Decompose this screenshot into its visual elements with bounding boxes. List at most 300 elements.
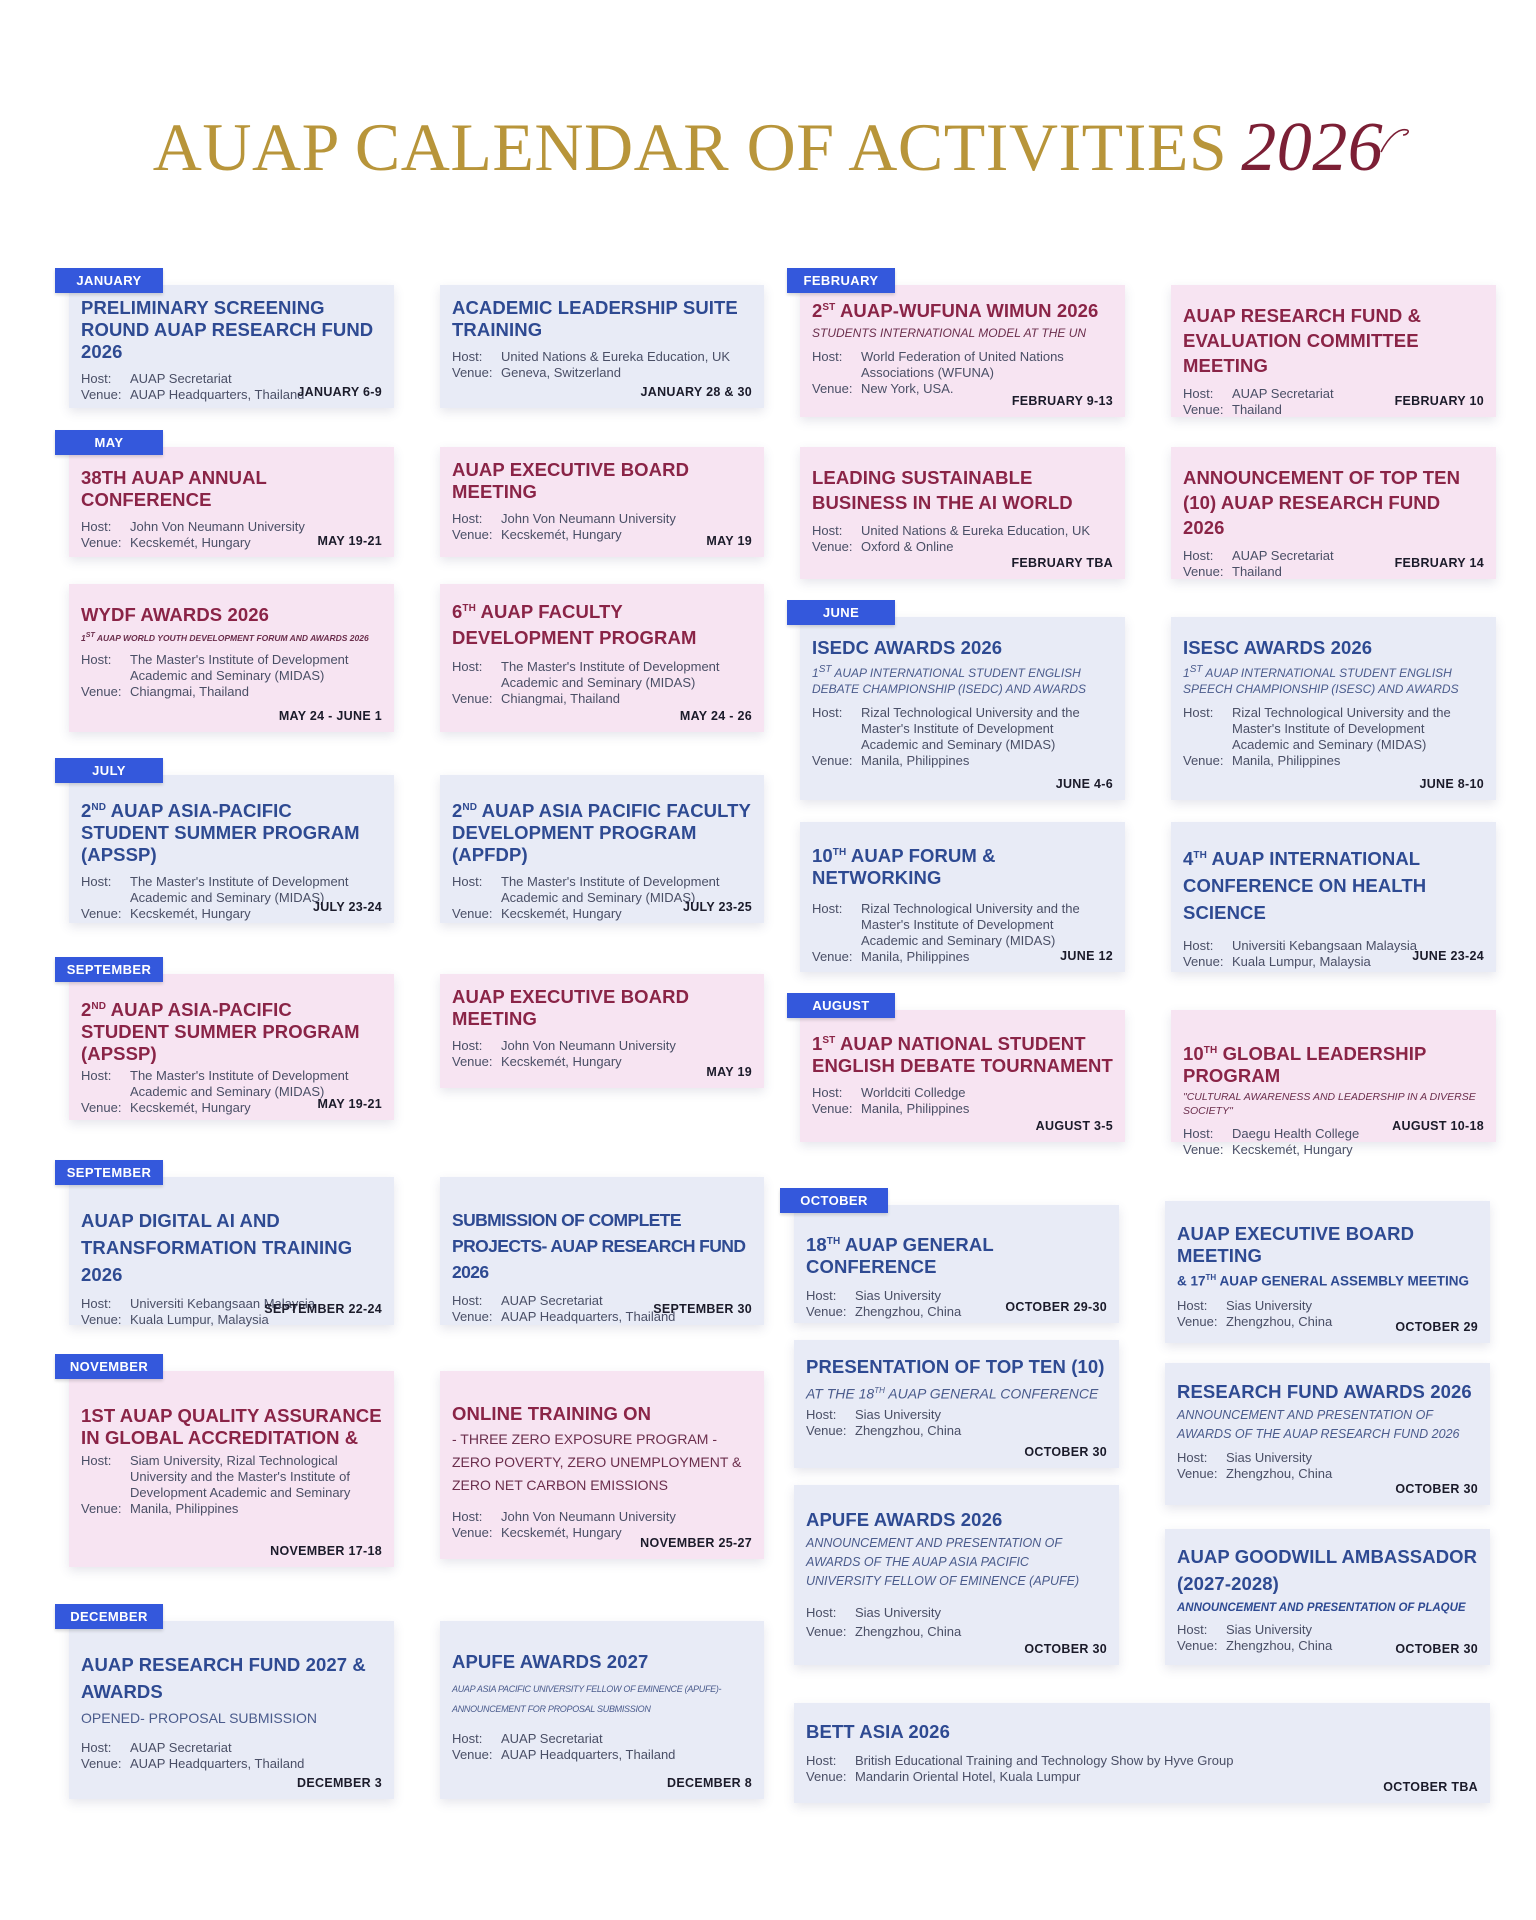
event-title-ordinal: 10	[1183, 1043, 1204, 1064]
venue-label: Venue:	[81, 1312, 122, 1327]
event-title-text: AUAP ASIA-PACIFIC STUDENT SUMMER PROGRAM (APSSP)	[81, 800, 360, 865]
event-info	[812, 349, 1113, 397]
event-title-ordinal: 2	[812, 300, 823, 321]
event-subtitle-text: AUAP INTERNATIONAL STUDENT ENGLISH SPEECH CHAMPIONSHIP (ISESC) AND AWARDS	[1183, 666, 1459, 696]
event-date: JUNE 8-10	[1419, 777, 1484, 791]
event-subtitle: ANNOUNCEMENT AND PRESENTATION OF AWARDS OF THE AUAP RESEARCH FUND 2026	[1177, 1408, 1460, 1441]
event-venue: Geneva, Switzerland	[501, 365, 621, 380]
host-label: Host:	[812, 349, 843, 364]
venue-label: Venue:	[452, 1309, 493, 1324]
event-title-text: GLOBAL LEADERSHIP PROGRAM	[1183, 1043, 1427, 1086]
event-host: John Von Neumann University	[130, 519, 305, 534]
event-date: MAY 24 - JUNE 1	[278, 709, 382, 723]
event-subtitle-ordinal: 1	[81, 632, 86, 643]
venue-label: Venue:	[452, 1054, 493, 1069]
event-title	[81, 797, 382, 866]
venue-label: Venue:	[812, 949, 853, 964]
event-venue: AUAP Headquarters, Thailand	[501, 1747, 676, 1762]
event-host: AUAP Secretariat	[130, 1740, 232, 1755]
event-date: MAY 24 - 26	[679, 709, 752, 723]
event-info	[452, 1731, 752, 1763]
host-label: Host:	[452, 349, 483, 364]
venue-label: Venue:	[1183, 402, 1224, 417]
event-card-nov-1[interactable]	[69, 1371, 394, 1567]
event-subtitle-suffix: TH	[1205, 1273, 1217, 1282]
venue-label: Venue:	[81, 387, 122, 402]
event-info	[81, 652, 382, 700]
month-tag-february: FEBRUARY	[787, 268, 895, 293]
event-venue: Manila, Philippines	[861, 949, 970, 964]
event-subtitle	[1177, 1270, 1478, 1290]
host-label: Host:	[452, 1038, 483, 1053]
event-card-sep-2[interactable]	[440, 974, 764, 1088]
event-title	[452, 596, 752, 651]
host-label: Host:	[81, 874, 112, 889]
month-tag-january: JANUARY	[55, 268, 163, 293]
venue-label: Venue:	[806, 1422, 847, 1438]
event-title-text: AUAP ASIA PACIFIC FACULTY DEVELOPMENT PROGRAM (APFDP)	[452, 800, 751, 865]
event-title: APUFE AWARDS 2026	[806, 1509, 1003, 1530]
event-date: MAY 19-21	[317, 1097, 382, 1111]
event-title	[812, 1030, 1113, 1077]
venue-label: Venue:	[452, 527, 493, 542]
event-info	[806, 1407, 1107, 1439]
event-date: DECEMBER 3	[297, 1776, 382, 1790]
event-info	[452, 659, 752, 707]
event-venue: Zhengzhou, China	[1226, 1466, 1333, 1481]
host-label: Host:	[81, 1453, 112, 1468]
event-card-aug-1[interactable]	[800, 1010, 1125, 1142]
event-date: JUNE 12	[1060, 949, 1113, 963]
event-venue: Zhengzhou, China	[1226, 1638, 1333, 1653]
event-venue: New York, USA.	[861, 381, 954, 396]
event-host: Worldciti Colledge	[861, 1085, 966, 1100]
host-label: Host:	[81, 371, 112, 386]
event-title-ordinal: 2	[81, 999, 92, 1020]
event-card-feb-4[interactable]	[1171, 447, 1496, 579]
event-card-oct-6[interactable]	[1165, 1529, 1490, 1665]
event-card-may-3[interactable]	[69, 584, 394, 732]
event-date: JULY 23-24	[312, 900, 382, 914]
event-venue: Thailand	[1232, 564, 1282, 579]
venue-label: Venue:	[81, 683, 122, 699]
venue-label: Venue:	[1177, 1466, 1218, 1481]
event-venue: Manila, Philippines	[861, 1101, 970, 1116]
event-subtitle-suffix: ST	[1189, 664, 1203, 675]
venue-label: Venue:	[452, 1747, 493, 1762]
event-venue: Zhengzhou, China	[855, 1422, 962, 1438]
month-tag-september: SEPTEMBER	[55, 957, 163, 982]
event-subtitle-ordinal: 1	[1183, 666, 1190, 680]
event-title-suffix: ST	[822, 1035, 836, 1046]
event-title: RESEARCH FUND AWARDS 2026	[1177, 1381, 1472, 1402]
event-card-jul-2[interactable]	[440, 775, 764, 923]
event-date: FEBRUARY TBA	[1011, 556, 1113, 570]
event-host: Sias University	[1226, 1622, 1312, 1637]
event-info	[806, 1753, 1478, 1785]
event-host: Universiti Kebangsaan Malaysia	[130, 1296, 315, 1311]
month-tag-may: MAY	[55, 430, 163, 455]
host-label: Host:	[812, 705, 843, 720]
event-venue: AUAP Headquarters, Thailand	[501, 1309, 676, 1324]
event-subtitle: "CULTURAL AWARENESS AND LEADERSHIP IN A DIVERSE SOCIETY"	[1183, 1091, 1476, 1117]
event-title-ordinal: 1	[812, 1033, 823, 1054]
venue-label: Venue:	[452, 691, 493, 706]
event-card-jun-2[interactable]	[1171, 617, 1496, 800]
event-title: AUAP GOODWILL AMBASSADOR (2027-2028)	[1177, 1546, 1478, 1594]
venue-label: Venue:	[452, 906, 493, 921]
event-host: AUAP Secretariat	[1232, 548, 1334, 563]
host-label: Host:	[452, 1731, 483, 1746]
event-info	[81, 874, 382, 922]
page-title-year: 2026	[1241, 109, 1384, 186]
event-card-sep-3[interactable]	[69, 1177, 394, 1325]
event-info	[812, 1085, 1113, 1117]
event-title-ordinal: 4	[1183, 848, 1194, 869]
host-label: Host:	[1177, 1297, 1208, 1313]
event-title	[812, 297, 1113, 322]
event-host: Rizal Technological University and the Master's Institute of Development Academic and Seminary (MIDAS)	[1232, 705, 1451, 752]
event-info	[452, 874, 752, 922]
event-venue: Kecskemét, Hungary	[130, 906, 251, 921]
event-host: The Master's Institute of Development Academic and Seminary (MIDAS)	[130, 1068, 349, 1099]
venue-label: Venue:	[1183, 1142, 1224, 1157]
event-venue: AUAP Headquarters, Thailand	[130, 387, 305, 402]
event-venue: Kecskemét, Hungary	[501, 1054, 622, 1069]
event-subtitle: - THREE ZERO EXPOSURE PROGRAM - ZERO POVERTY, ZERO UNEMPLOYMENT & ZERO NET CARBON EMISSIONS	[452, 1431, 742, 1493]
host-label: Host:	[81, 1068, 112, 1083]
host-label: Host:	[806, 1605, 837, 1620]
event-subtitle-text: AUAP GENERAL ASSEMBLY MEETING	[1219, 1273, 1469, 1289]
event-title	[812, 842, 1113, 889]
month-tag-november: NOVEMBER	[55, 1354, 163, 1379]
event-title: AUAP EXECUTIVE BOARD MEETING	[452, 459, 690, 502]
event-title: APUFE AWARDS 2027	[452, 1651, 649, 1672]
event-info	[812, 523, 1113, 555]
host-label: Host:	[806, 1288, 837, 1303]
event-info	[1177, 1450, 1478, 1482]
event-host: AUAP Secretariat	[1232, 386, 1334, 401]
event-host: United Nations & Eureka Education, UK	[861, 523, 1091, 538]
event-venue: Chiangmai, Thailand	[130, 683, 249, 699]
event-card-jul-1[interactable]	[69, 775, 394, 923]
event-title: AUAP RESEARCH FUND 2027 & AWARDS	[81, 1654, 366, 1702]
event-host: The Master's Institute of Development Academic and Seminary (MIDAS)	[501, 659, 720, 690]
event-title: PRESENTATION OF TOP TEN (10)	[806, 1356, 1105, 1377]
event-card-nov-2[interactable]	[440, 1371, 764, 1559]
event-title: SUBMISSION OF COMPLETE PROJECTS- AUAP RESEARCH FUND 2026	[452, 1210, 746, 1282]
event-venue: Kuala Lumpur, Malaysia	[130, 1312, 269, 1327]
venue-label: Venue:	[812, 381, 853, 396]
host-label: Host:	[452, 874, 483, 889]
venue-label: Venue:	[812, 539, 853, 554]
event-title-suffix: TH	[832, 847, 847, 858]
venue-label: Venue:	[81, 535, 122, 550]
venue-label: Venue:	[81, 1501, 122, 1516]
event-date: AUGUST 3-5	[1035, 1119, 1113, 1133]
event-subtitle-suffix: ST	[85, 631, 95, 639]
event-title-ordinal: 6	[452, 601, 463, 622]
event-host: World Federation of United Nations Associations (WFUNA)	[861, 349, 1064, 380]
event-date: OCTOBER 30	[1024, 1642, 1107, 1656]
event-title: AUAP EXECUTIVE BOARD MEETING	[1177, 1223, 1415, 1266]
month-tag-july: JULY	[55, 758, 163, 783]
event-venue: Kecskemét, Hungary	[501, 1525, 622, 1540]
event-venue: Manila, Philippines	[130, 1501, 239, 1516]
event-title	[452, 797, 752, 866]
event-subtitle	[806, 1381, 1107, 1404]
event-host: The Master's Institute of Development Academic and Seminary (MIDAS)	[130, 874, 349, 905]
event-info	[81, 1740, 382, 1772]
venue-label: Venue:	[1183, 753, 1224, 768]
event-title: AUAP EXECUTIVE BOARD MEETING	[452, 986, 690, 1029]
event-card-feb-3[interactable]	[800, 447, 1125, 579]
event-title-ordinal: 2	[81, 800, 92, 821]
event-card-jan-2[interactable]	[440, 285, 764, 408]
host-label: Host:	[1183, 548, 1214, 563]
month-tag-august: AUGUST	[787, 993, 895, 1018]
event-title-text: AUAP FORUM & NETWORKING	[812, 845, 996, 888]
event-card-jun-4[interactable]	[1171, 822, 1496, 972]
event-title-ordinal: 18	[806, 1234, 827, 1255]
event-title	[1183, 1040, 1484, 1087]
event-host: John Von Neumann University	[501, 1509, 676, 1524]
event-card-dec-2[interactable]	[440, 1621, 764, 1799]
venue-label: Venue:	[1177, 1313, 1218, 1329]
event-card-sep-1[interactable]	[69, 974, 394, 1120]
event-info	[452, 349, 752, 381]
event-host: Sias University	[1226, 1450, 1312, 1465]
event-date: SEPTEMBER 30	[653, 1302, 752, 1316]
event-venue: Thailand	[1232, 402, 1282, 417]
host-label: Host:	[81, 651, 112, 667]
event-host: Universiti Kebangsaan Malaysia	[1232, 938, 1417, 953]
event-subtitle	[81, 629, 382, 644]
event-title: ANNOUNCEMENT OF TOP TEN (10) AUAP RESEARCH FUND 2026	[1183, 467, 1461, 538]
event-info	[1183, 705, 1484, 769]
event-date: OCTOBER TBA	[1383, 1780, 1478, 1794]
event-date: NOVEMBER 25-27	[640, 1536, 752, 1550]
event-host: Rizal Technological University and the Master's Institute of Development Academic and Seminary (MIDAS)	[861, 901, 1080, 948]
event-title-suffix: TH	[826, 1236, 841, 1247]
host-label: Host:	[452, 659, 483, 674]
venue-label: Venue:	[1183, 564, 1224, 579]
month-tag-december: DECEMBER	[55, 1604, 163, 1629]
event-date: OCTOBER 29	[1395, 1320, 1478, 1334]
event-title: ISEDC AWARDS 2026	[812, 637, 1003, 658]
event-title-text: AUAP-WUFUNA WIMUN 2026	[839, 300, 1099, 321]
event-title-text: AUAP GENERAL CONFERENCE	[806, 1234, 994, 1277]
event-host: Sias University	[855, 1406, 941, 1422]
event-title-suffix: TH	[462, 603, 476, 614]
event-venue: Zhengzhou, China	[855, 1624, 962, 1639]
event-date: JUNE 4-6	[1055, 777, 1113, 791]
event-venue: Mandarin Oriental Hotel, Kuala Lumpur	[855, 1769, 1081, 1784]
event-host: Sias University	[855, 1605, 941, 1620]
event-card-feb-1[interactable]	[800, 285, 1125, 417]
event-host: Rizal Technological University and the Master's Institute of Development Academic and Seminary (MIDAS)	[861, 705, 1080, 752]
event-subtitle-text: AUAP WORLD YOUTH DEVELOPMENT FORUM AND AWARDS 2026	[96, 632, 369, 643]
host-label: Host:	[452, 511, 483, 526]
event-title: BETT ASIA 2026	[806, 1721, 950, 1742]
venue-label: Venue:	[812, 753, 853, 768]
event-card-feb-2[interactable]	[1171, 285, 1496, 417]
event-subtitle	[812, 662, 1113, 697]
event-title-suffix: ND	[91, 802, 107, 813]
event-subtitle: STUDENTS INTERNATIONAL MODEL AT THE UN	[812, 326, 1087, 340]
event-title: 38TH AUAP ANNUAL CONFERENCE	[81, 467, 267, 510]
venue-label: Venue:	[806, 1304, 847, 1319]
event-subtitle-text: AUAP GENERAL CONFERENCE	[888, 1385, 1099, 1402]
event-info	[81, 1453, 382, 1517]
event-card-jan-1[interactable]	[69, 285, 394, 408]
event-host: The Master's Institute of Development Academic and Seminary (MIDAS)	[130, 651, 349, 683]
venue-label: Venue:	[806, 1624, 847, 1639]
event-card-may-1[interactable]	[69, 447, 394, 557]
event-info	[812, 705, 1113, 769]
event-date: MAY 19	[706, 1065, 752, 1079]
host-label: Host:	[1177, 1622, 1208, 1637]
event-card-oct-3[interactable]	[794, 1340, 1119, 1468]
event-subtitle: ANNOUNCEMENT AND PRESENTATION OF AWARDS OF THE AUAP ASIA PACIFIC UNIVERSITY FELLOW OF EMINENCE (APUFE)	[806, 1536, 1080, 1588]
venue-label: Venue:	[806, 1769, 847, 1784]
page-title-text: AUAP CALENDAR OF ACTIVITIES	[152, 109, 1228, 185]
host-label: Host:	[812, 1085, 843, 1100]
event-host: John Von Neumann University	[501, 511, 676, 526]
host-label: Host:	[812, 901, 843, 916]
host-label: Host:	[1183, 1126, 1214, 1141]
event-subtitle: AUAP ASIA PACIFIC UNIVERSITY FELLOW OF EMINENCE (APUFE)- ANNOUNCEMENT FOR PROPOSAL SUBMISSION	[452, 1684, 722, 1714]
event-date: OCTOBER 30	[1395, 1642, 1478, 1656]
event-date: NOVEMBER 17-18	[270, 1544, 382, 1558]
event-host: Daegu Health College	[1232, 1126, 1360, 1141]
event-subtitle-ordinal: 1	[812, 666, 819, 680]
event-venue: AUAP Headquarters, Thailand	[130, 1756, 305, 1771]
event-card-oct-7[interactable]	[794, 1703, 1490, 1803]
event-date: MAY 19	[706, 534, 752, 548]
event-venue: Kecskemét, Hungary	[1232, 1142, 1353, 1157]
event-venue: Zhengzhou, China	[855, 1304, 962, 1319]
event-host: AUAP Secretariat	[501, 1293, 603, 1308]
event-subtitle-suffix: TH	[874, 1386, 885, 1395]
event-venue: Kecskemét, Hungary	[501, 527, 622, 542]
event-host: British Educational Training and Technology Show by Hyve Group	[855, 1753, 1234, 1768]
event-card-aug-2[interactable]	[1171, 1010, 1496, 1157]
event-venue: Kecskemét, Hungary	[130, 1100, 251, 1115]
event-host: Sias University	[1226, 1297, 1312, 1313]
event-venue: Manila, Philippines	[1232, 753, 1341, 768]
event-card-oct-4[interactable]	[1165, 1363, 1490, 1505]
event-subtitle: ANNOUNCEMENT AND PRESENTATION OF PLAQUE	[1177, 1602, 1466, 1614]
event-venue: Chiangmai, Thailand	[501, 691, 620, 706]
event-venue: Kecskemét, Hungary	[130, 535, 251, 550]
venue-label: Venue:	[81, 906, 122, 921]
host-label: Host:	[812, 523, 843, 538]
event-title-ordinal: 10	[812, 845, 833, 866]
event-title: PRELIMINARY SCREENING ROUND AUAP RESEARCH FUND 2026	[81, 297, 374, 362]
event-title: AUAP RESEARCH FUND & EVALUATION COMMITTEE MEETING	[1183, 305, 1422, 376]
host-label: Host:	[1183, 705, 1214, 720]
event-title	[1183, 842, 1484, 926]
event-card-oct-5[interactable]	[794, 1485, 1119, 1665]
event-venue: Kuala Lumpur, Malaysia	[1232, 954, 1371, 969]
event-card-sep-4[interactable]	[440, 1177, 764, 1325]
venue-label: Venue:	[1183, 954, 1224, 969]
event-venue: Kecskemét, Hungary	[501, 906, 622, 921]
venue-label: Venue:	[452, 1525, 493, 1540]
event-date: OCTOBER 29-30	[1005, 1300, 1107, 1314]
venue-label: Venue:	[812, 1101, 853, 1116]
event-date: FEBRUARY 10	[1394, 394, 1484, 408]
event-date: DECEMBER 8	[667, 1776, 752, 1790]
event-host: John Von Neumann University	[501, 1038, 676, 1053]
event-title: ONLINE TRAINING ON	[452, 1403, 652, 1424]
event-date: OCTOBER 30	[1024, 1445, 1107, 1459]
event-host: AUAP Secretariat	[130, 371, 232, 386]
event-title-suffix: TH	[1203, 1045, 1218, 1056]
event-subtitle: OPENED- PROPOSAL SUBMISSION	[81, 1710, 317, 1726]
host-label: Host:	[452, 1293, 483, 1308]
host-label: Host:	[1183, 938, 1214, 953]
event-card-dec-1[interactable]	[69, 1621, 394, 1799]
host-label: Host:	[81, 1296, 112, 1311]
event-card-jun-1[interactable]	[800, 617, 1125, 800]
event-host: Sias University	[855, 1288, 941, 1303]
event-subtitle	[1183, 662, 1484, 697]
event-subtitle-suffix: ST	[818, 664, 832, 675]
event-card-oct-1[interactable]	[794, 1205, 1119, 1323]
event-title: ISESC AWARDS 2026	[1183, 637, 1373, 658]
host-label: Host:	[1183, 386, 1214, 401]
month-tag-september-2: SEPTEMBER	[55, 1160, 163, 1185]
event-date: OCTOBER 30	[1395, 1482, 1478, 1496]
event-date: SEPTEMBER 22-24	[264, 1302, 382, 1316]
event-title-text: AUAP FACULTY DEVELOPMENT PROGRAM	[452, 601, 697, 648]
event-title: LEADING SUSTAINABLE BUSINESS IN THE AI WORLD	[812, 467, 1073, 513]
event-subtitle-ordinal: AT THE 18	[806, 1385, 875, 1402]
event-title-text: AUAP NATIONAL STUDENT ENGLISH DEBATE TOURNAMENT	[812, 1033, 1113, 1076]
event-subtitle-text: AUAP INTERNATIONAL STUDENT ENGLISH DEBATE CHAMPIONSHIP (ISEDC) AND AWARDS	[812, 666, 1087, 696]
event-host: United Nations & Eureka Education, UK	[501, 349, 731, 364]
host-label: Host:	[452, 1509, 483, 1524]
venue-label: Venue:	[452, 365, 493, 380]
event-card-oct-2[interactable]	[1165, 1201, 1490, 1343]
event-title-text: AUAP INTERNATIONAL CONFERENCE ON HEALTH SCIENCE	[1183, 848, 1427, 923]
host-label: Host:	[81, 1740, 112, 1755]
event-title: ACADEMIC LEADERSHIP SUITE TRAINING	[452, 297, 738, 340]
event-card-may-2[interactable]	[440, 447, 764, 557]
event-title: AUAP DIGITAL AI AND TRANSFORMATION TRAINING 2026	[81, 1210, 353, 1285]
event-date: FEBRUARY 9-13	[1011, 394, 1113, 408]
month-tag-june: JUNE	[787, 600, 895, 625]
host-label: Host:	[806, 1406, 837, 1422]
event-title-suffix: TH	[1193, 850, 1207, 861]
host-label: Host:	[81, 519, 112, 534]
event-date: FEBRUARY 14	[1394, 556, 1484, 570]
event-host: AUAP Secretariat	[501, 1731, 603, 1746]
event-date: JUNE 23-24	[1412, 949, 1484, 963]
host-label: Host:	[1177, 1450, 1208, 1465]
event-card-jun-3[interactable]	[800, 822, 1125, 972]
month-tag-october: OCTOBER	[780, 1188, 888, 1213]
event-title	[806, 1231, 1107, 1278]
event-date: JANUARY 28 & 30	[640, 385, 752, 399]
event-date: JULY 23-25	[682, 900, 752, 914]
page-title	[0, 108, 1536, 188]
event-card-may-4[interactable]	[440, 584, 764, 732]
venue-label: Venue:	[81, 1756, 122, 1771]
event-venue: Oxford & Online	[861, 539, 954, 554]
